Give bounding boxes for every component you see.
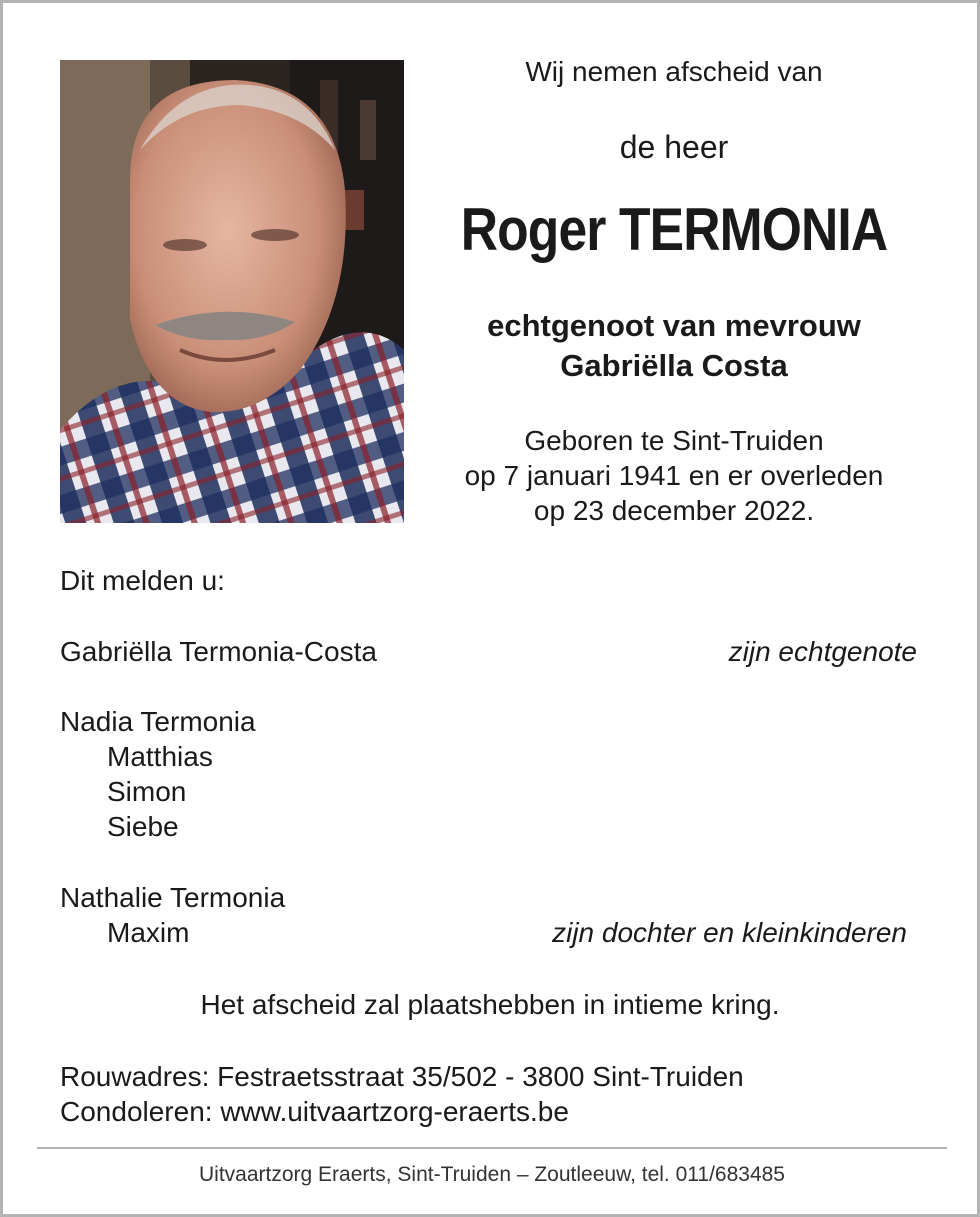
portrait-image (60, 60, 404, 523)
spouse-block (423, 306, 925, 386)
family-heading: Dit melden u: (60, 565, 225, 596)
deceased-name: Roger TERMONIA (460, 196, 888, 263)
born-line-2: op 7 januari 1941 en er overleden (464, 460, 884, 491)
born-line-3: op 23 december 2022. (533, 495, 815, 526)
child-1-name: Nadia Termonia (60, 706, 256, 737)
grandchild-name: Siebe (107, 811, 179, 842)
mourning-address: Rouwadres: Festraetsstraat 35/502 - 3800 Sint-Truiden (60, 1061, 744, 1092)
spouse-line-2: Gabriëlla Costa (560, 348, 788, 383)
intro-text: Wij nemen afscheid van (525, 56, 823, 87)
condolences-text: Condoleren: www.uitvaartzorg-eraerts.be (60, 1096, 569, 1127)
footer-funeral-home: Uitvaartzorg Eraerts, Sint-Truiden – Zoutleeuw, tel. 011/683485 (199, 1163, 785, 1186)
footer-divider (37, 1147, 947, 1149)
farewell-text: Het afscheid zal plaatshebben in intieme kring. (200, 989, 780, 1020)
title-prefix: de heer (619, 129, 729, 165)
spouse-name: Gabriëlla Termonia-Costa (60, 636, 377, 667)
spouse-role: zijn echtgenote (728, 636, 917, 667)
children-role: zijn dochter en kleinkinderen (552, 917, 907, 948)
spouse-line-1: echtgenoot van mevrouw (487, 308, 861, 343)
born-line-1: Geboren te Sint-Truiden (524, 425, 824, 456)
portrait-photo (60, 60, 404, 523)
birth-death-block (423, 423, 925, 528)
grandchild-name: Simon (107, 776, 187, 807)
grandchild-name: Maxim (107, 917, 190, 948)
grandchild-name: Matthias (107, 741, 213, 772)
child-2-name: Nathalie Termonia (60, 882, 286, 913)
